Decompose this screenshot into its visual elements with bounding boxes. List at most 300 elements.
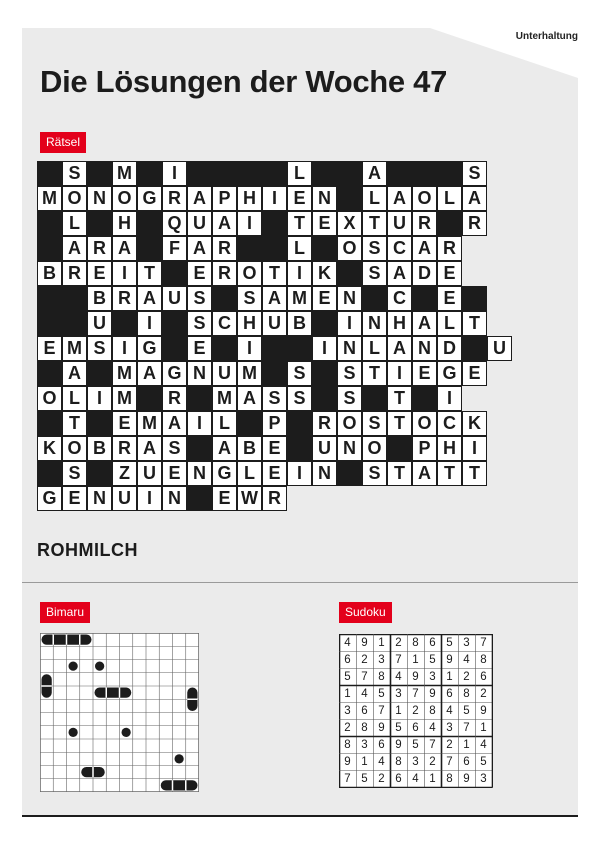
page-title: Die Lösungen der Woche 47 xyxy=(40,64,448,99)
crossword-letter-cell xyxy=(362,186,387,211)
crossword-solution: ROHMILCH xyxy=(37,540,138,560)
crossword-black-cell xyxy=(312,361,337,386)
crossword-letter: A xyxy=(393,263,406,283)
crossword-letter: B xyxy=(93,288,106,308)
crossword-letter-cell xyxy=(387,186,412,211)
crossword-letter: U xyxy=(318,438,331,458)
sudoku-cell: 3 xyxy=(429,670,436,683)
crossword-letter: T xyxy=(369,363,380,383)
crossword-letter: A xyxy=(418,238,431,258)
sudoku-cell: 2 xyxy=(480,687,487,700)
crossword-letter-cell xyxy=(237,461,262,486)
sudoku-cell: 2 xyxy=(463,670,470,683)
crossword-letter-cell xyxy=(237,486,262,511)
crossword-letter: A xyxy=(393,338,406,358)
crossword-letter: U xyxy=(218,363,231,383)
bimaru-submarine xyxy=(69,662,78,671)
crossword-letter-cell xyxy=(412,436,437,461)
crossword-letter: O xyxy=(342,238,357,258)
crossword-letter-cell xyxy=(337,361,362,386)
crossword-letter: R xyxy=(418,213,431,233)
crossword-letter-cell xyxy=(462,361,487,386)
crossword-letter: T xyxy=(469,313,480,333)
crossword-black-cell xyxy=(162,336,187,361)
crossword-letter-cell xyxy=(362,411,387,436)
sudoku-cell: 2 xyxy=(361,653,368,666)
crossword-letter-cell xyxy=(187,461,212,486)
crossword-letter: E xyxy=(193,263,206,283)
sudoku-cell: 7 xyxy=(446,755,453,768)
crossword-letter-cell xyxy=(237,311,262,336)
sudoku-cell: 2 xyxy=(412,704,419,717)
crossword-letter-cell xyxy=(237,361,262,386)
crossword-letter-cell xyxy=(137,411,162,436)
crossword-letter: T xyxy=(394,388,405,408)
crossword-letter-cell xyxy=(112,411,137,436)
crossword-letter: I xyxy=(146,313,152,333)
crossword-letter-cell xyxy=(412,186,437,211)
crossword-letter: R xyxy=(218,238,231,258)
crossword-letter-cell xyxy=(137,361,162,386)
crossword-letter: U xyxy=(93,313,106,333)
crossword-letter-cell xyxy=(162,161,187,186)
crossword-letter-cell xyxy=(87,386,112,411)
crossword-letter: A xyxy=(68,238,81,258)
sudoku-label: Sudoku xyxy=(339,602,392,623)
crossword-letter: I xyxy=(296,463,302,483)
crossword-letter: U xyxy=(493,338,506,358)
sudoku-cell: 3 xyxy=(361,738,368,751)
crossword-letter: E xyxy=(118,413,131,433)
crossword-letter: N xyxy=(343,288,356,308)
sudoku-cell: 5 xyxy=(463,704,470,717)
crossword-letter: T xyxy=(394,463,405,483)
crossword-black-cell xyxy=(462,286,487,311)
crossword-letter-cell xyxy=(262,311,287,336)
crossword-letter-cell xyxy=(387,386,412,411)
sudoku-cell: 9 xyxy=(412,670,419,683)
crossword-black-cell xyxy=(87,161,112,186)
crossword-letter-cell xyxy=(87,436,112,461)
crossword-letter: G xyxy=(442,363,457,383)
crossword-letter-cell xyxy=(262,286,287,311)
crossword-letter-cell xyxy=(87,486,112,511)
sudoku-cell: 2 xyxy=(344,721,351,734)
crossword-letter: A xyxy=(193,238,206,258)
sudoku-cell: 3 xyxy=(378,653,385,666)
crossword-letter-cell xyxy=(137,286,162,311)
crossword-letter: N xyxy=(318,463,331,483)
crossword-letter-cell xyxy=(187,186,212,211)
crossword-letter-cell xyxy=(37,336,62,361)
crossword-letter-cell xyxy=(287,361,312,386)
crossword-letter: I xyxy=(146,488,152,508)
sudoku-cell: 7 xyxy=(463,721,470,734)
crossword-letter: L xyxy=(444,313,455,333)
sudoku-cell: 6 xyxy=(429,636,436,649)
crossword-letter-cell xyxy=(162,436,187,461)
crossword-letter: B xyxy=(293,313,306,333)
crossword-letter-cell xyxy=(312,336,337,361)
crossword-letter-cell xyxy=(362,361,387,386)
sudoku-cell: 4 xyxy=(480,738,487,751)
crossword-letter: I xyxy=(321,338,327,358)
crossword-letter: E xyxy=(93,263,106,283)
sudoku-cell: 6 xyxy=(480,670,487,683)
crossword-letter: E xyxy=(293,188,306,208)
crossword-letter: U xyxy=(193,213,206,233)
crossword-black-cell xyxy=(412,286,437,311)
crossword-letter: A xyxy=(143,288,156,308)
crossword-letter: S xyxy=(343,388,356,408)
crossword-letter-cell xyxy=(337,211,362,236)
crossword-letter-cell xyxy=(387,336,412,361)
sudoku-cell: 5 xyxy=(361,772,368,785)
crossword-letter-cell xyxy=(62,336,87,361)
crossword-letter: C xyxy=(443,413,456,433)
bimaru-submarine xyxy=(95,662,104,671)
crossword-letter: U xyxy=(268,313,281,333)
crossword-letter: E xyxy=(268,438,281,458)
crossword-black-cell xyxy=(262,336,287,361)
crossword-letter: N xyxy=(368,313,381,333)
crossword-black-cell xyxy=(387,161,412,186)
sudoku-cell: 3 xyxy=(412,755,419,768)
bimaru-grid xyxy=(40,633,199,792)
crossword-letter-cell xyxy=(412,236,437,261)
bimaru-ship xyxy=(95,688,132,698)
crossword-letter-cell xyxy=(187,361,212,386)
crossword-black-cell xyxy=(437,161,462,186)
crossword-black-cell xyxy=(312,386,337,411)
crossword-black-cell xyxy=(262,161,287,186)
crossword-black-cell xyxy=(137,386,162,411)
crossword-letter-cell xyxy=(262,461,287,486)
crossword-letter-cell xyxy=(62,361,87,386)
crossword-letter-cell xyxy=(412,261,437,286)
crossword-letter-cell xyxy=(262,386,287,411)
sudoku-cell: 6 xyxy=(463,755,470,768)
crossword-letter: R xyxy=(443,238,456,258)
sudoku-cell: 7 xyxy=(344,772,351,785)
sudoku-cell: 3 xyxy=(463,636,470,649)
crossword-letter-cell xyxy=(387,311,412,336)
crossword-black-cell xyxy=(187,486,212,511)
sudoku-cell: 4 xyxy=(446,704,453,717)
crossword-letter: O xyxy=(67,188,82,208)
crossword-letter-cell xyxy=(37,261,62,286)
sudoku-cell: 7 xyxy=(429,738,436,751)
crossword-letter: E xyxy=(218,488,231,508)
crossword-letter-cell xyxy=(362,311,387,336)
bimaru-submarine xyxy=(175,754,184,763)
crossword-letter-cell xyxy=(212,311,237,336)
crossword-letter: A xyxy=(418,313,431,333)
crossword-letter-cell xyxy=(287,261,312,286)
crossword-black-cell xyxy=(37,211,62,236)
crossword-letter-cell xyxy=(312,411,337,436)
crossword-letter: H xyxy=(243,313,256,333)
crossword-black-cell xyxy=(87,211,112,236)
crossword-black-cell xyxy=(287,436,312,461)
crossword-letter-cell xyxy=(187,311,212,336)
crossword-letter-cell xyxy=(187,261,212,286)
crossword-letter-cell xyxy=(262,186,287,211)
crossword-letter: T xyxy=(394,413,405,433)
sudoku-cell: 6 xyxy=(446,687,453,700)
sudoku-cell: 9 xyxy=(480,704,487,717)
crossword-black-cell xyxy=(187,436,212,461)
crossword-black-cell xyxy=(262,236,287,261)
crossword-letter-cell xyxy=(62,186,87,211)
crossword-letter-cell xyxy=(62,261,87,286)
crossword-letter-cell xyxy=(112,286,137,311)
crossword-letter: N xyxy=(343,438,356,458)
crossword-letter: S xyxy=(68,163,81,183)
crossword-letter: A xyxy=(268,288,281,308)
crossword-letter-cell xyxy=(262,261,287,286)
crossword-letter-cell xyxy=(37,386,62,411)
crossword-black-cell xyxy=(412,161,437,186)
crossword-letter-cell xyxy=(387,361,412,386)
sudoku-cell: 9 xyxy=(378,721,385,734)
crossword-letter-cell xyxy=(237,286,262,311)
crossword-black-cell xyxy=(37,311,62,336)
crossword-letter-cell xyxy=(162,386,187,411)
crossword-letter: K xyxy=(318,263,331,283)
crossword-letter-cell xyxy=(62,211,87,236)
crossword-letter-cell xyxy=(162,186,187,211)
crossword-letter: I xyxy=(271,188,277,208)
crossword-letter-cell xyxy=(387,261,412,286)
sudoku-cell: 5 xyxy=(344,670,351,683)
crossword-letter-cell xyxy=(137,336,162,361)
crossword-letter: S xyxy=(293,388,306,408)
crossword-letter: H xyxy=(393,313,406,333)
crossword-letter: T xyxy=(469,463,480,483)
crossword-letter: A xyxy=(68,363,81,383)
crossword-black-cell xyxy=(37,161,62,186)
sudoku-cell: 1 xyxy=(412,653,419,666)
crossword-letter-cell xyxy=(187,336,212,361)
sudoku-cell: 4 xyxy=(429,721,436,734)
crossword-letter-cell xyxy=(312,461,337,486)
crossword-letter: E xyxy=(193,338,206,358)
crossword-black-cell xyxy=(37,361,62,386)
crossword-letter-cell xyxy=(212,436,237,461)
crossword-letter: A xyxy=(218,438,231,458)
sudoku-cell: 5 xyxy=(395,721,402,734)
crossword-letter: K xyxy=(43,438,56,458)
crossword-letter: M xyxy=(292,288,307,308)
crossword-letter: S xyxy=(368,263,381,283)
crossword-letter: E xyxy=(443,288,456,308)
crossword-letter-cell xyxy=(212,461,237,486)
sudoku-cell: 7 xyxy=(480,636,487,649)
crossword-black-cell xyxy=(37,236,62,261)
crossword-letter: A xyxy=(193,188,206,208)
crossword-letter: B xyxy=(43,263,56,283)
crossword-letter: E xyxy=(318,213,331,233)
crossword-letter-cell xyxy=(337,336,362,361)
crossword-letter: S xyxy=(243,288,256,308)
crossword-letter-cell xyxy=(137,486,162,511)
crossword-letter: R xyxy=(218,263,231,283)
crossword-letter: O xyxy=(417,188,432,208)
crossword-letter: T xyxy=(69,413,80,433)
sudoku-cell: 1 xyxy=(395,704,402,717)
sudoku-cell: 9 xyxy=(429,687,436,700)
crossword-letter-cell xyxy=(237,211,262,236)
crossword-letter-cell xyxy=(87,236,112,261)
sudoku-cell: 8 xyxy=(412,636,419,649)
crossword-letter-cell xyxy=(137,461,162,486)
crossword-letter-cell xyxy=(62,411,87,436)
crossword-letter: E xyxy=(168,463,181,483)
crossword-letter-cell xyxy=(462,436,487,461)
crossword-letter-cell xyxy=(287,236,312,261)
sudoku-cell: 8 xyxy=(446,772,453,785)
crossword-letter-cell xyxy=(87,261,112,286)
crossword-letter-cell xyxy=(287,461,312,486)
crossword-letter-cell xyxy=(112,186,137,211)
crossword-letter-cell xyxy=(462,211,487,236)
crossword-letter: L xyxy=(444,188,455,208)
section-label: Unterhaltung xyxy=(515,31,578,42)
crossword-letter: H xyxy=(243,188,256,208)
crossword-letter: L xyxy=(294,163,305,183)
crossword-black-cell xyxy=(137,236,162,261)
crossword-letter-cell xyxy=(437,436,462,461)
crossword-letter-cell xyxy=(212,386,237,411)
crossword-letter-cell xyxy=(237,436,262,461)
sudoku-cell: 8 xyxy=(361,721,368,734)
sudoku-cell: 7 xyxy=(395,653,402,666)
crossword-letter-cell xyxy=(287,286,312,311)
crossword-letter-cell xyxy=(137,311,162,336)
crossword-letter: G xyxy=(42,488,57,508)
crossword-letter: N xyxy=(318,188,331,208)
crossword-letter: R xyxy=(268,488,281,508)
crossword-letter-cell xyxy=(412,311,437,336)
crossword-black-cell xyxy=(387,436,412,461)
sudoku-cell: 3 xyxy=(395,687,402,700)
crossword-letter-cell xyxy=(87,311,112,336)
sudoku-cell: 7 xyxy=(361,670,368,683)
sudoku-cell: 5 xyxy=(429,653,436,666)
crossword-black-cell xyxy=(262,361,287,386)
crossword-letter-cell xyxy=(37,436,62,461)
crossword-letter: P xyxy=(218,188,231,208)
crossword-letter: S xyxy=(368,238,381,258)
crossword-black-cell xyxy=(312,236,337,261)
sudoku-cell: 1 xyxy=(361,755,368,768)
crossword-black-cell xyxy=(112,311,137,336)
crossword-letter: L xyxy=(294,238,305,258)
bottom-rule xyxy=(22,815,578,817)
crossword-letter-cell xyxy=(62,386,87,411)
crossword-letter-cell xyxy=(362,161,387,186)
crossword-letter-cell xyxy=(262,411,287,436)
crossword-letter-cell xyxy=(437,286,462,311)
crossword-letter: I xyxy=(471,438,477,458)
crossword-letter: H xyxy=(118,213,131,233)
crossword-letter: M xyxy=(117,388,132,408)
crossword-letter: T xyxy=(144,263,155,283)
crossword-letter: D xyxy=(443,338,456,358)
crossword-letter-cell xyxy=(187,411,212,436)
crossword-letter: N xyxy=(93,188,106,208)
crossword-letter-cell xyxy=(37,186,62,211)
crossword-letter: E xyxy=(443,263,456,283)
crossword-letter-cell xyxy=(87,186,112,211)
crossword-letter: R xyxy=(118,438,131,458)
crossword-letter-cell xyxy=(237,336,262,361)
crossword-black-cell xyxy=(462,336,487,361)
crossword-letter: M xyxy=(242,363,257,383)
crossword-letter-cell xyxy=(162,461,187,486)
crossword-letter: T xyxy=(444,463,455,483)
crossword-letter-cell xyxy=(312,186,337,211)
crossword-letter: G xyxy=(167,363,182,383)
crossword-letter-cell xyxy=(162,361,187,386)
crossword-letter: O xyxy=(42,388,57,408)
crossword-letter: S xyxy=(368,413,381,433)
crossword-letter: M xyxy=(67,338,82,358)
sudoku-cell: 9 xyxy=(446,653,453,666)
crossword-letter: U xyxy=(118,488,131,508)
crossword-letter-cell xyxy=(437,311,462,336)
crossword-black-cell xyxy=(362,286,387,311)
crossword-letter: E xyxy=(43,338,56,358)
sudoku-cell: 1 xyxy=(446,670,453,683)
crossword-black-cell xyxy=(162,311,187,336)
crossword-letter-cell xyxy=(437,461,462,486)
crossword-letter-cell xyxy=(362,336,387,361)
crossword-letter-cell xyxy=(137,186,162,211)
crossword-black-cell xyxy=(312,311,337,336)
crossword-letter-cell xyxy=(412,211,437,236)
sudoku-cell: 3 xyxy=(344,704,351,717)
crossword-black-cell xyxy=(87,411,112,436)
crossword-letter: I xyxy=(446,388,452,408)
crossword-letter-cell xyxy=(212,361,237,386)
crossword-letter-cell xyxy=(112,461,137,486)
crossword-letter: O xyxy=(67,438,82,458)
crossword-letter: H xyxy=(443,438,456,458)
crossword-black-cell xyxy=(87,461,112,486)
crossword-black-cell xyxy=(337,261,362,286)
crossword-letter: R xyxy=(318,413,331,433)
crossword-letter-cell xyxy=(412,361,437,386)
crossword-letter: C xyxy=(393,238,406,258)
crossword-black-cell xyxy=(237,161,262,186)
crossword-letter: S xyxy=(168,438,181,458)
crossword-black-cell xyxy=(262,211,287,236)
crossword-letter-cell xyxy=(362,236,387,261)
crossword-letter-cell xyxy=(312,211,337,236)
crossword-letter-cell xyxy=(162,236,187,261)
crossword-letter-cell xyxy=(112,386,137,411)
crossword-letter-cell xyxy=(137,261,162,286)
crossword-black-cell xyxy=(37,286,62,311)
sudoku-cell: 8 xyxy=(463,687,470,700)
crossword-letter-cell xyxy=(462,461,487,486)
crossword-letter-cell xyxy=(262,486,287,511)
crossword-letter-cell xyxy=(37,486,62,511)
crossword-letter-cell xyxy=(112,486,137,511)
bimaru-submarine xyxy=(122,728,131,737)
